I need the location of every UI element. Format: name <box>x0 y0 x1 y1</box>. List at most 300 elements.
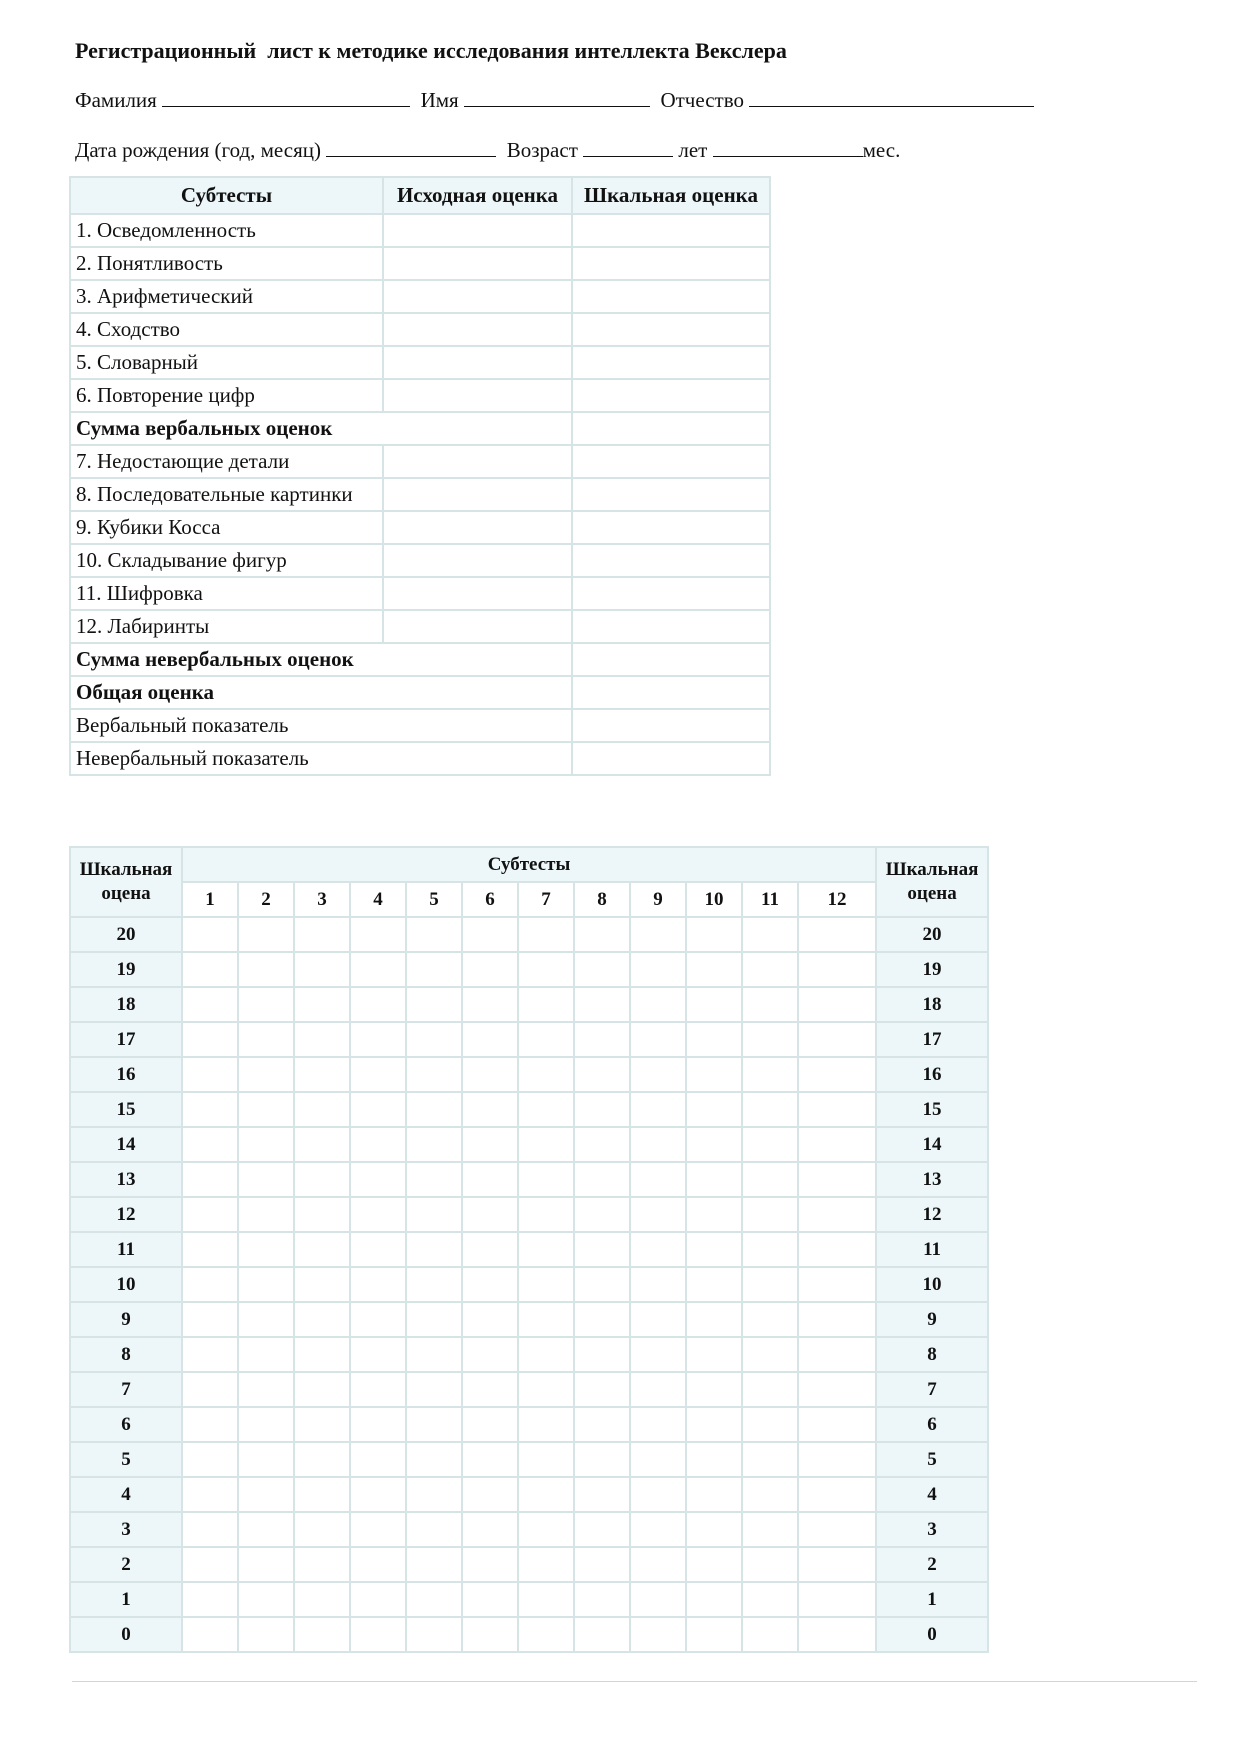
profile-cell[interactable] <box>574 917 630 952</box>
profile-cell[interactable] <box>686 917 742 952</box>
profile-cell[interactable] <box>238 1442 294 1477</box>
profile-cell[interactable] <box>182 1442 238 1477</box>
profile-cell[interactable] <box>238 1547 294 1582</box>
profile-cell[interactable] <box>294 1477 350 1512</box>
profile-cell[interactable] <box>350 1197 406 1232</box>
profile-cell[interactable] <box>518 1127 574 1162</box>
profile-cell[interactable] <box>294 1197 350 1232</box>
profile-cell[interactable] <box>406 1442 462 1477</box>
profile-cell[interactable] <box>742 1162 798 1197</box>
profile-cell[interactable] <box>406 1407 462 1442</box>
profile-cell[interactable] <box>182 1582 238 1617</box>
profile-cell[interactable] <box>798 1582 876 1617</box>
profile-cell[interactable] <box>518 1197 574 1232</box>
profile-cell[interactable] <box>742 1582 798 1617</box>
profile-cell[interactable] <box>798 1022 876 1057</box>
profile-cell[interactable] <box>686 1617 742 1652</box>
profile-cell[interactable] <box>630 1512 686 1547</box>
profile-cell[interactable] <box>462 1617 518 1652</box>
profile-cell[interactable] <box>350 952 406 987</box>
profile-cell[interactable] <box>406 1232 462 1267</box>
profile-cell[interactable] <box>798 1477 876 1512</box>
profile-cell[interactable] <box>798 1547 876 1582</box>
profile-cell[interactable] <box>686 1022 742 1057</box>
profile-cell[interactable] <box>182 1337 238 1372</box>
scaled-score-cell[interactable] <box>572 511 770 544</box>
profile-cell[interactable] <box>686 1407 742 1442</box>
profile-cell[interactable] <box>518 987 574 1022</box>
profile-cell[interactable] <box>574 1022 630 1057</box>
profile-cell[interactable] <box>574 1477 630 1512</box>
profile-cell[interactable] <box>182 1512 238 1547</box>
scaled-score-cell[interactable] <box>572 709 770 742</box>
profile-cell[interactable] <box>462 987 518 1022</box>
profile-cell[interactable] <box>742 1302 798 1337</box>
profile-cell[interactable] <box>182 1372 238 1407</box>
profile-cell[interactable] <box>462 1407 518 1442</box>
profile-cell[interactable] <box>294 1512 350 1547</box>
profile-cell[interactable] <box>462 1302 518 1337</box>
profile-cell[interactable] <box>182 1162 238 1197</box>
profile-cell[interactable] <box>350 1057 406 1092</box>
profile-cell[interactable] <box>294 1057 350 1092</box>
profile-cell[interactable] <box>630 1162 686 1197</box>
scaled-score-cell[interactable] <box>572 247 770 280</box>
profile-cell[interactable] <box>518 1442 574 1477</box>
profile-cell[interactable] <box>798 1407 876 1442</box>
scaled-score-cell[interactable] <box>572 214 770 247</box>
profile-cell[interactable] <box>574 987 630 1022</box>
scaled-score-cell[interactable] <box>572 610 770 643</box>
profile-cell[interactable] <box>742 1127 798 1162</box>
profile-cell[interactable] <box>686 1127 742 1162</box>
profile-cell[interactable] <box>182 1197 238 1232</box>
profile-cell[interactable] <box>518 1092 574 1127</box>
profile-cell[interactable] <box>238 1232 294 1267</box>
profile-cell[interactable] <box>742 1407 798 1442</box>
profile-cell[interactable] <box>686 1547 742 1582</box>
profile-cell[interactable] <box>238 1302 294 1337</box>
profile-cell[interactable] <box>518 952 574 987</box>
profile-cell[interactable] <box>798 1372 876 1407</box>
profile-cell[interactable] <box>798 1512 876 1547</box>
profile-cell[interactable] <box>462 1442 518 1477</box>
profile-cell[interactable] <box>294 917 350 952</box>
scaled-score-cell[interactable] <box>572 676 770 709</box>
profile-cell[interactable] <box>294 952 350 987</box>
profile-cell[interactable] <box>462 1512 518 1547</box>
profile-cell[interactable] <box>294 1162 350 1197</box>
profile-cell[interactable] <box>238 1057 294 1092</box>
profile-cell[interactable] <box>406 1477 462 1512</box>
profile-cell[interactable] <box>462 1582 518 1617</box>
profile-cell[interactable] <box>406 1162 462 1197</box>
profile-cell[interactable] <box>686 1092 742 1127</box>
raw-score-cell[interactable] <box>383 478 572 511</box>
profile-cell[interactable] <box>350 1582 406 1617</box>
profile-cell[interactable] <box>350 917 406 952</box>
scaled-score-cell[interactable] <box>572 445 770 478</box>
profile-cell[interactable] <box>798 1057 876 1092</box>
profile-cell[interactable] <box>686 1162 742 1197</box>
profile-cell[interactable] <box>686 1197 742 1232</box>
profile-cell[interactable] <box>798 987 876 1022</box>
profile-cell[interactable] <box>182 1092 238 1127</box>
profile-cell[interactable] <box>686 1442 742 1477</box>
profile-cell[interactable] <box>742 1372 798 1407</box>
profile-cell[interactable] <box>294 1337 350 1372</box>
profile-cell[interactable] <box>574 1162 630 1197</box>
profile-cell[interactable] <box>798 1302 876 1337</box>
profile-cell[interactable] <box>238 1162 294 1197</box>
profile-cell[interactable] <box>406 952 462 987</box>
profile-cell[interactable] <box>462 1057 518 1092</box>
profile-cell[interactable] <box>518 1162 574 1197</box>
raw-score-cell[interactable] <box>383 577 572 610</box>
profile-cell[interactable] <box>350 1302 406 1337</box>
profile-cell[interactable] <box>686 952 742 987</box>
profile-cell[interactable] <box>686 1582 742 1617</box>
profile-cell[interactable] <box>686 1302 742 1337</box>
scaled-score-left: 0 <box>70 1617 182 1652</box>
profile-cell[interactable] <box>350 1442 406 1477</box>
profile-cell[interactable] <box>350 987 406 1022</box>
profile-cell[interactable] <box>630 917 686 952</box>
profile-row <box>70 1267 988 1302</box>
scaled-score-left: 8 <box>70 1337 182 1372</box>
profile-cell[interactable] <box>350 1617 406 1652</box>
profile-cell[interactable] <box>462 1092 518 1127</box>
profile-cell[interactable] <box>518 1302 574 1337</box>
profile-cell[interactable] <box>686 1232 742 1267</box>
profile-cell[interactable] <box>238 1092 294 1127</box>
profile-cell[interactable] <box>294 1092 350 1127</box>
profile-cell[interactable] <box>182 1232 238 1267</box>
profile-cell[interactable] <box>742 1022 798 1057</box>
profile-cell[interactable] <box>406 1582 462 1617</box>
profile-cell[interactable] <box>798 1232 876 1267</box>
profile-cell[interactable] <box>350 1407 406 1442</box>
profile-cell[interactable] <box>182 1547 238 1582</box>
profile-cell[interactable] <box>294 1022 350 1057</box>
profile-cell[interactable] <box>182 1022 238 1057</box>
profile-cell[interactable] <box>294 1617 350 1652</box>
profile-cell[interactable] <box>350 1372 406 1407</box>
profile-cell[interactable] <box>462 917 518 952</box>
scaled-score-cell[interactable] <box>572 643 770 676</box>
scaled-score-cell[interactable] <box>572 313 770 346</box>
raw-score-cell[interactable] <box>383 280 572 313</box>
profile-cell[interactable] <box>294 1232 350 1267</box>
profile-cell[interactable] <box>630 1232 686 1267</box>
profile-cell[interactable] <box>574 1512 630 1547</box>
profile-cell[interactable] <box>294 1267 350 1302</box>
profile-cell[interactable] <box>686 1337 742 1372</box>
profile-cell[interactable] <box>294 987 350 1022</box>
subtest-label: 11. Шифровка <box>70 577 383 610</box>
profile-cell[interactable] <box>686 1057 742 1092</box>
raw-score-cell[interactable] <box>383 544 572 577</box>
scaled-score-left: 9 <box>70 1302 182 1337</box>
profile-cell[interactable] <box>462 1477 518 1512</box>
profile-cell[interactable] <box>630 1337 686 1372</box>
profile-cell[interactable] <box>462 1022 518 1057</box>
scaled-score-cell[interactable] <box>572 379 770 412</box>
profile-cell[interactable] <box>630 952 686 987</box>
profile-cell[interactable] <box>182 987 238 1022</box>
profile-cell[interactable] <box>798 1337 876 1372</box>
profile-cell[interactable] <box>798 1267 876 1302</box>
raw-score-cell[interactable] <box>383 445 572 478</box>
scaled-score-cell[interactable] <box>572 346 770 379</box>
profile-cell[interactable] <box>742 1477 798 1512</box>
profile-cell[interactable] <box>182 1127 238 1162</box>
profile-cell[interactable] <box>462 1127 518 1162</box>
profile-cell[interactable] <box>238 917 294 952</box>
profile-cell[interactable] <box>574 1127 630 1162</box>
scaled-score-right: 18 <box>876 987 988 1022</box>
profile-cell[interactable] <box>686 1372 742 1407</box>
profile-cell[interactable] <box>574 1267 630 1302</box>
profile-cell[interactable] <box>294 1127 350 1162</box>
profile-cell[interactable] <box>518 1022 574 1057</box>
profile-cell[interactable] <box>406 1127 462 1162</box>
profile-cell[interactable] <box>630 1442 686 1477</box>
summary-row <box>70 247 770 280</box>
scaled-score-cell[interactable] <box>572 412 770 445</box>
profile-cell[interactable] <box>574 1407 630 1442</box>
profile-cell[interactable] <box>182 952 238 987</box>
profile-cell[interactable] <box>630 1477 686 1512</box>
profile-cell[interactable] <box>630 1022 686 1057</box>
raw-score-cell[interactable] <box>383 214 572 247</box>
profile-cell[interactable] <box>574 1302 630 1337</box>
profile-cell[interactable] <box>630 1057 686 1092</box>
profile-cell[interactable] <box>238 1267 294 1302</box>
profile-cell[interactable] <box>574 1057 630 1092</box>
profile-cell[interactable] <box>518 1617 574 1652</box>
profile-cell[interactable] <box>630 1617 686 1652</box>
profile-cell[interactable] <box>350 1232 406 1267</box>
profile-cell[interactable] <box>798 1197 876 1232</box>
profile-cell[interactable] <box>406 987 462 1022</box>
scaled-score-cell[interactable] <box>572 544 770 577</box>
profile-cell[interactable] <box>742 952 798 987</box>
profile-cell[interactable] <box>798 952 876 987</box>
profile-cell[interactable] <box>406 1302 462 1337</box>
profile-cell[interactable] <box>574 1232 630 1267</box>
profile-cell[interactable] <box>182 1267 238 1302</box>
profile-cell[interactable] <box>742 1092 798 1127</box>
profile-cell[interactable] <box>742 1512 798 1547</box>
profile-cell[interactable] <box>686 1512 742 1547</box>
summary-row <box>70 577 770 610</box>
profile-cell[interactable] <box>294 1302 350 1337</box>
name-field[interactable] <box>464 88 650 107</box>
profile-cell[interactable] <box>406 1092 462 1127</box>
profile-cell[interactable] <box>686 1477 742 1512</box>
age-months-field[interactable] <box>713 138 863 157</box>
surname-field[interactable] <box>162 88 410 107</box>
profile-cell[interactable] <box>630 1547 686 1582</box>
profile-cell[interactable] <box>574 1547 630 1582</box>
profile-cell[interactable] <box>630 1197 686 1232</box>
profile-cell[interactable] <box>742 1337 798 1372</box>
profile-cell[interactable] <box>518 917 574 952</box>
profile-cell[interactable] <box>238 1197 294 1232</box>
profile-cell[interactable] <box>406 1617 462 1652</box>
profile-cell[interactable] <box>574 1092 630 1127</box>
profile-cell[interactable] <box>742 1617 798 1652</box>
profile-cell[interactable] <box>238 1582 294 1617</box>
profile-cell[interactable] <box>238 952 294 987</box>
profile-cell[interactable] <box>630 1267 686 1302</box>
profile-cell[interactable] <box>238 1127 294 1162</box>
profile-cell[interactable] <box>294 1547 350 1582</box>
profile-cell[interactable] <box>574 1372 630 1407</box>
profile-cell[interactable] <box>742 1267 798 1302</box>
profile-cell[interactable] <box>574 1197 630 1232</box>
profile-cell[interactable] <box>350 1267 406 1302</box>
profile-cell[interactable] <box>518 1267 574 1302</box>
profile-cell[interactable] <box>182 1057 238 1092</box>
subtest-label: 7. Недостающие детали <box>70 445 383 478</box>
profile-cell[interactable] <box>574 1337 630 1372</box>
profile-cell[interactable] <box>294 1582 350 1617</box>
profile-cell[interactable] <box>406 1197 462 1232</box>
profile-cell[interactable] <box>462 952 518 987</box>
patronymic-field[interactable] <box>749 88 1034 107</box>
profile-cell[interactable] <box>238 1022 294 1057</box>
profile-cell[interactable] <box>238 1372 294 1407</box>
profile-cell[interactable] <box>742 1057 798 1092</box>
profile-cell[interactable] <box>798 1442 876 1477</box>
profile-cell[interactable] <box>742 1232 798 1267</box>
profile-cell[interactable] <box>294 1372 350 1407</box>
profile-cell[interactable] <box>238 1407 294 1442</box>
profile-cell[interactable] <box>406 1512 462 1547</box>
profile-cell[interactable] <box>406 1372 462 1407</box>
profile-cell[interactable] <box>798 917 876 952</box>
profile-cell[interactable] <box>350 1162 406 1197</box>
profile-cell[interactable] <box>630 1127 686 1162</box>
profile-cell[interactable] <box>238 1617 294 1652</box>
profile-cell[interactable] <box>462 1372 518 1407</box>
profile-cell[interactable] <box>462 1197 518 1232</box>
profile-cell[interactable] <box>742 1547 798 1582</box>
profile-cell[interactable] <box>518 1512 574 1547</box>
profile-cell[interactable] <box>406 1267 462 1302</box>
profile-cell[interactable] <box>518 1547 574 1582</box>
profile-cell[interactable] <box>742 987 798 1022</box>
profile-cell[interactable] <box>350 1127 406 1162</box>
scaled-score-cell[interactable] <box>572 478 770 511</box>
profile-cell[interactable] <box>182 917 238 952</box>
profile-cell[interactable] <box>518 1582 574 1617</box>
profile-cell[interactable] <box>630 1372 686 1407</box>
profile-cell[interactable] <box>238 987 294 1022</box>
profile-cell[interactable] <box>686 987 742 1022</box>
profile-cell[interactable] <box>798 1617 876 1652</box>
raw-score-cell[interactable] <box>383 379 572 412</box>
profile-cell[interactable] <box>630 1302 686 1337</box>
profile-cell[interactable] <box>238 1512 294 1547</box>
profile-cell[interactable] <box>686 1267 742 1302</box>
profile-cell[interactable] <box>182 1302 238 1337</box>
profile-cell[interactable] <box>406 1547 462 1582</box>
profile-cell[interactable] <box>350 1477 406 1512</box>
subtest-label: Общая оценка <box>70 676 572 709</box>
months-label: мес. <box>862 138 901 162</box>
scaled-score-cell[interactable] <box>572 280 770 313</box>
profile-cell[interactable] <box>574 1442 630 1477</box>
scaled-score-cell[interactable] <box>572 577 770 610</box>
profile-cell[interactable] <box>350 1022 406 1057</box>
profile-cell[interactable] <box>630 1092 686 1127</box>
profile-cell[interactable] <box>182 1477 238 1512</box>
profile-cell[interactable] <box>742 1442 798 1477</box>
raw-score-cell[interactable] <box>383 511 572 544</box>
profile-cell[interactable] <box>630 1582 686 1617</box>
profile-cell[interactable] <box>294 1442 350 1477</box>
profile-cell[interactable] <box>518 1337 574 1372</box>
profile-cell[interactable] <box>462 1162 518 1197</box>
profile-cell[interactable] <box>798 1127 876 1162</box>
profile-cell[interactable] <box>462 1267 518 1302</box>
profile-cell[interactable] <box>350 1512 406 1547</box>
profile-cell[interactable] <box>462 1232 518 1267</box>
profile-cell[interactable] <box>238 1337 294 1372</box>
profile-cell[interactable] <box>742 1197 798 1232</box>
profile-cell[interactable] <box>630 1407 686 1442</box>
profile-cell[interactable] <box>182 1617 238 1652</box>
raw-score-cell[interactable] <box>383 247 572 280</box>
profile-cell[interactable] <box>518 1407 574 1442</box>
raw-score-cell[interactable] <box>383 610 572 643</box>
profile-cell[interactable] <box>798 1092 876 1127</box>
profile-cell[interactable] <box>406 1022 462 1057</box>
raw-score-cell[interactable] <box>383 313 572 346</box>
profile-cell[interactable] <box>462 1547 518 1582</box>
subtest-number-header: 5 <box>406 882 462 917</box>
profile-cell[interactable] <box>518 1232 574 1267</box>
profile-cell[interactable] <box>798 1162 876 1197</box>
profile-cell[interactable] <box>518 1372 574 1407</box>
profile-cell[interactable] <box>518 1477 574 1512</box>
scaled-score-cell[interactable] <box>572 742 770 775</box>
birth-date-field[interactable] <box>326 138 496 157</box>
profile-cell[interactable] <box>350 1092 406 1127</box>
profile-cell[interactable] <box>238 1477 294 1512</box>
profile-cell[interactable] <box>630 987 686 1022</box>
profile-cell[interactable] <box>406 917 462 952</box>
profile-cell[interactable] <box>294 1407 350 1442</box>
profile-cell[interactable] <box>574 1617 630 1652</box>
profile-cell[interactable] <box>350 1547 406 1582</box>
raw-score-cell[interactable] <box>383 346 572 379</box>
profile-cell[interactable] <box>574 952 630 987</box>
profile-cell[interactable] <box>742 917 798 952</box>
age-years-field[interactable] <box>583 138 673 157</box>
profile-cell[interactable] <box>350 1337 406 1372</box>
profile-cell[interactable] <box>406 1057 462 1092</box>
profile-cell[interactable] <box>462 1337 518 1372</box>
profile-cell[interactable] <box>182 1407 238 1442</box>
profile-cell[interactable] <box>518 1057 574 1092</box>
profile-cell[interactable] <box>406 1337 462 1372</box>
profile-cell[interactable] <box>574 1582 630 1617</box>
subtest-number-header: 7 <box>518 882 574 917</box>
